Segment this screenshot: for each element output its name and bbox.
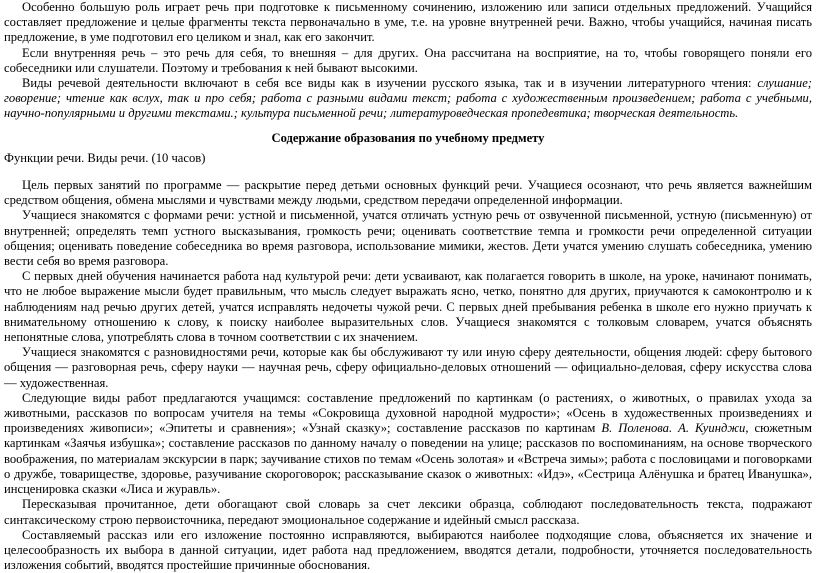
painters-names: В. Поленова. А. Куинджи, — [601, 421, 749, 436]
work-types-part-b: сюжетным картинкам «Заячья избушка»; составление рассказов по данному началу о поведении на улице; рассказов по воспоминаниям, на основе творческого воображения, по материалам экскурсии в парк; заучивание стихов по темам «Осень золотая» и «Встреча зимы»; работа с пословицами и поговорками о дружбе, товариществе, здоровье, разучивание скороговорок; рассказывание сказок о животных: «Идэ», «Сестрица Алёнушка и братец Иванушка», инсценировка сказки «Лиса и журавль». — [4, 421, 812, 497]
work-types-part-a: Следующие виды работ предлагаются учащимся: составление предложений по картинкам (о растениях, о животных, о правилах ухода за животными, рассказов по вопросам учителя на темы «Сокровища духовной народной мудрости»; «Осень в художественных произведениях и произведениях живописи»; «Эпитеты и сравнения»; «Узнай сказку»; составление рассказов по картинам — [4, 390, 812, 436]
paragraph-retelling: Пересказывая прочитанное, дети обогащают свой словарь за счет лексики образца, соблюдают последовательность текста, подражают синтаксическому строю первоисточника, передают эмоциональное содержание и идейный смысл рассказа. — [4, 497, 812, 527]
speech-activity-list: слушание; говорение; чтение как вслух, так и про себя; работа с разными видами текст; работа с художественным произведением; работа с учебными, научно-популярными и другими текстами.; культура письменной речи; литературоведческая пропедевтика; творческая деятельность. — [4, 76, 812, 121]
paragraph-goal: Цель первых занятий по программе — раскрытие перед детьми основных функций речи. Учащиеся осознают, что речь является важнейшим средством общения, обмена мыслями и чувствами между людьми, средством передачи определенной информации. — [4, 178, 812, 208]
paragraph-outer-speech: Если внутренняя речь – это речь для себя, то внешняя – для других. Она рассчитана на восприятие, на то, чтобы говорящего поняли его собеседники или слушатели. Поэтому и требования к ней бывают высокими. — [4, 45, 812, 75]
paragraph-speech-culture: С первых дней обучения начинается работа над культурой речи: дети усваивают, как полагается говорить в школе, на уроке, начинают понимать, что не любое выражение мысли будет правильным, что мысль следует выражать ясно, четко, понятно для других, приучаются к самоконтролю и к наблюдениям над речью других детей, учатся исправлять недочеты чужой речи. С первых дней пребывания ребенка в школе его нужно приучать к внимательному отношению к слову, к поиску наиболее выразительных слов. Учащиеся знакомятся с толковым словарем, учатся объяснять непонятные слова, употреблять слова в точном соответствии с их значением. — [4, 269, 812, 345]
paragraph-composing-story: Составляемый рассказ или его изложение постоянно исправляются, выбираются наиболее подходящие слова, объясняется их значение и целесообразность их выбора в данной ситуации, идет работа над предложением, вводятся детали, подробности, уточняется последовательность изложения событий, вводятся простейшие причинные обоснования. — [4, 527, 812, 573]
document-page — [4, 0, 812, 573]
paragraph-speech-forms: Учащиеся знакомятся с формами речи: устной и письменной, учатся отличать устную речь от озвученной письменной, устную (письменную) от внутренней; определять темп устного высказывания, громкость речи; оценивать соответствие темпа и громкости речи определенной ситуации общения; оценивать поведение собеседника во время разговора, использование мимики, жестов. Дети учатся умению слушать собеседника, умению вести себя во время разговора. — [4, 208, 812, 269]
paragraph-inner-speech: Особенно большую роль играет речь при подготовке к письменному сочинению, изложению или записи отдельных предложений. Учащийся составляет предложение и целые фрагменты текста первоначально в уме, т.е. на уровне внутренней речи. Важно, чтобы учащийся, начиная писать предложение, в уме подготовил его целиком и знал, как его закончит. — [4, 0, 812, 45]
topic-line: Функции речи. Виды речи. (10 часов) — [4, 150, 206, 165]
paragraph-work-types — [4, 391, 812, 497]
speech-activity-intro: Виды речевой деятельности включают в себя все виды как в изучении русского языка, так и в изучении литературного чтения: — [22, 76, 758, 91]
paragraph-speech-activity-types — [4, 76, 812, 122]
section-heading: Содержание образования по учебному предмету — [271, 130, 545, 145]
paragraph-speech-varieties: Учащиеся знакомятся с разновидностями речи, которые как бы обслуживают ту или иную сферу деятельности, общения людей: сферу бытового общения — разговорная речь, сферу науки — научная речь, сферу официально-деловых отношений — официально-деловая, сферу искусства слова — художественная. — [4, 345, 812, 390]
